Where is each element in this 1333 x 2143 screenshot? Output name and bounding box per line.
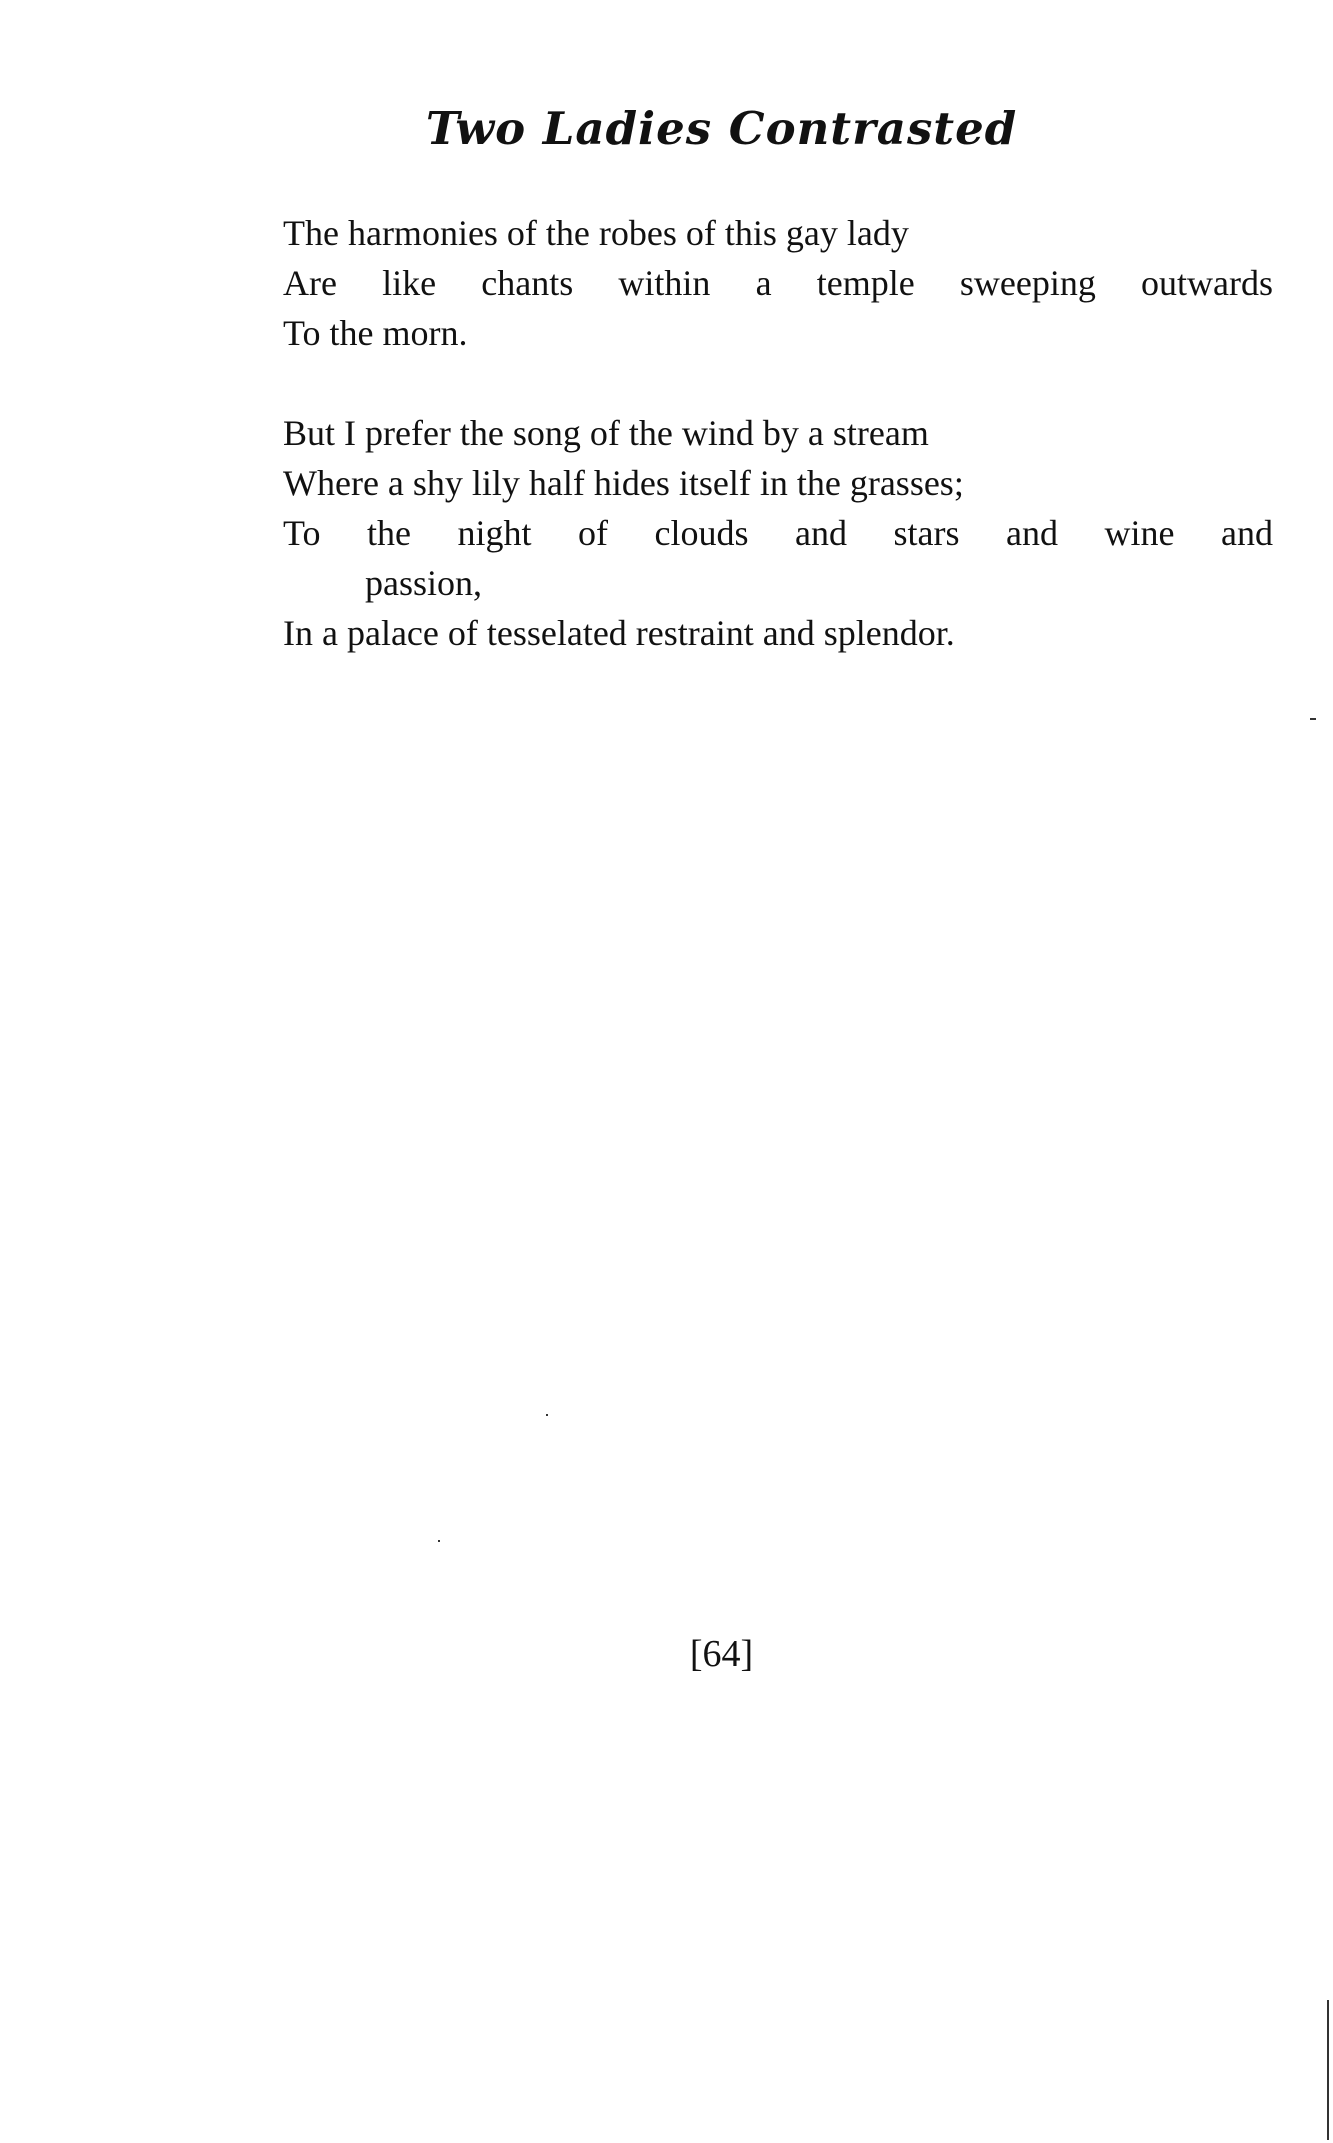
- poem-line: To the morn.: [283, 313, 468, 353]
- poem-line: Are like chants within a temple sweeping outwards: [283, 263, 1273, 303]
- poem-line: In a palace of tesselated restraint and splendor.: [283, 613, 955, 653]
- scan-edge-mark: [1327, 2000, 1329, 2140]
- scan-speck: [438, 1540, 440, 1542]
- poem-line: Where a shy lily half hides itself in the grasses;: [283, 463, 964, 503]
- stanza-1: [283, 208, 1273, 358]
- scan-speck: [1310, 718, 1316, 720]
- poem-line-continuation: passion,: [365, 563, 482, 603]
- page-number: [64]: [689, 1633, 754, 1675]
- scan-speck: [546, 1414, 548, 1416]
- stanza-2: [283, 408, 1273, 658]
- poem-title: Two Ladies Contrasted: [425, 102, 1018, 155]
- poem-line: The harmonies of the robes of this gay lady: [283, 213, 909, 253]
- poem-line: But I prefer the song of the wind by a stream: [283, 413, 929, 453]
- poem-body: [283, 208, 1273, 708]
- poem-line: To the night of clouds and stars and wine and: [283, 513, 1273, 553]
